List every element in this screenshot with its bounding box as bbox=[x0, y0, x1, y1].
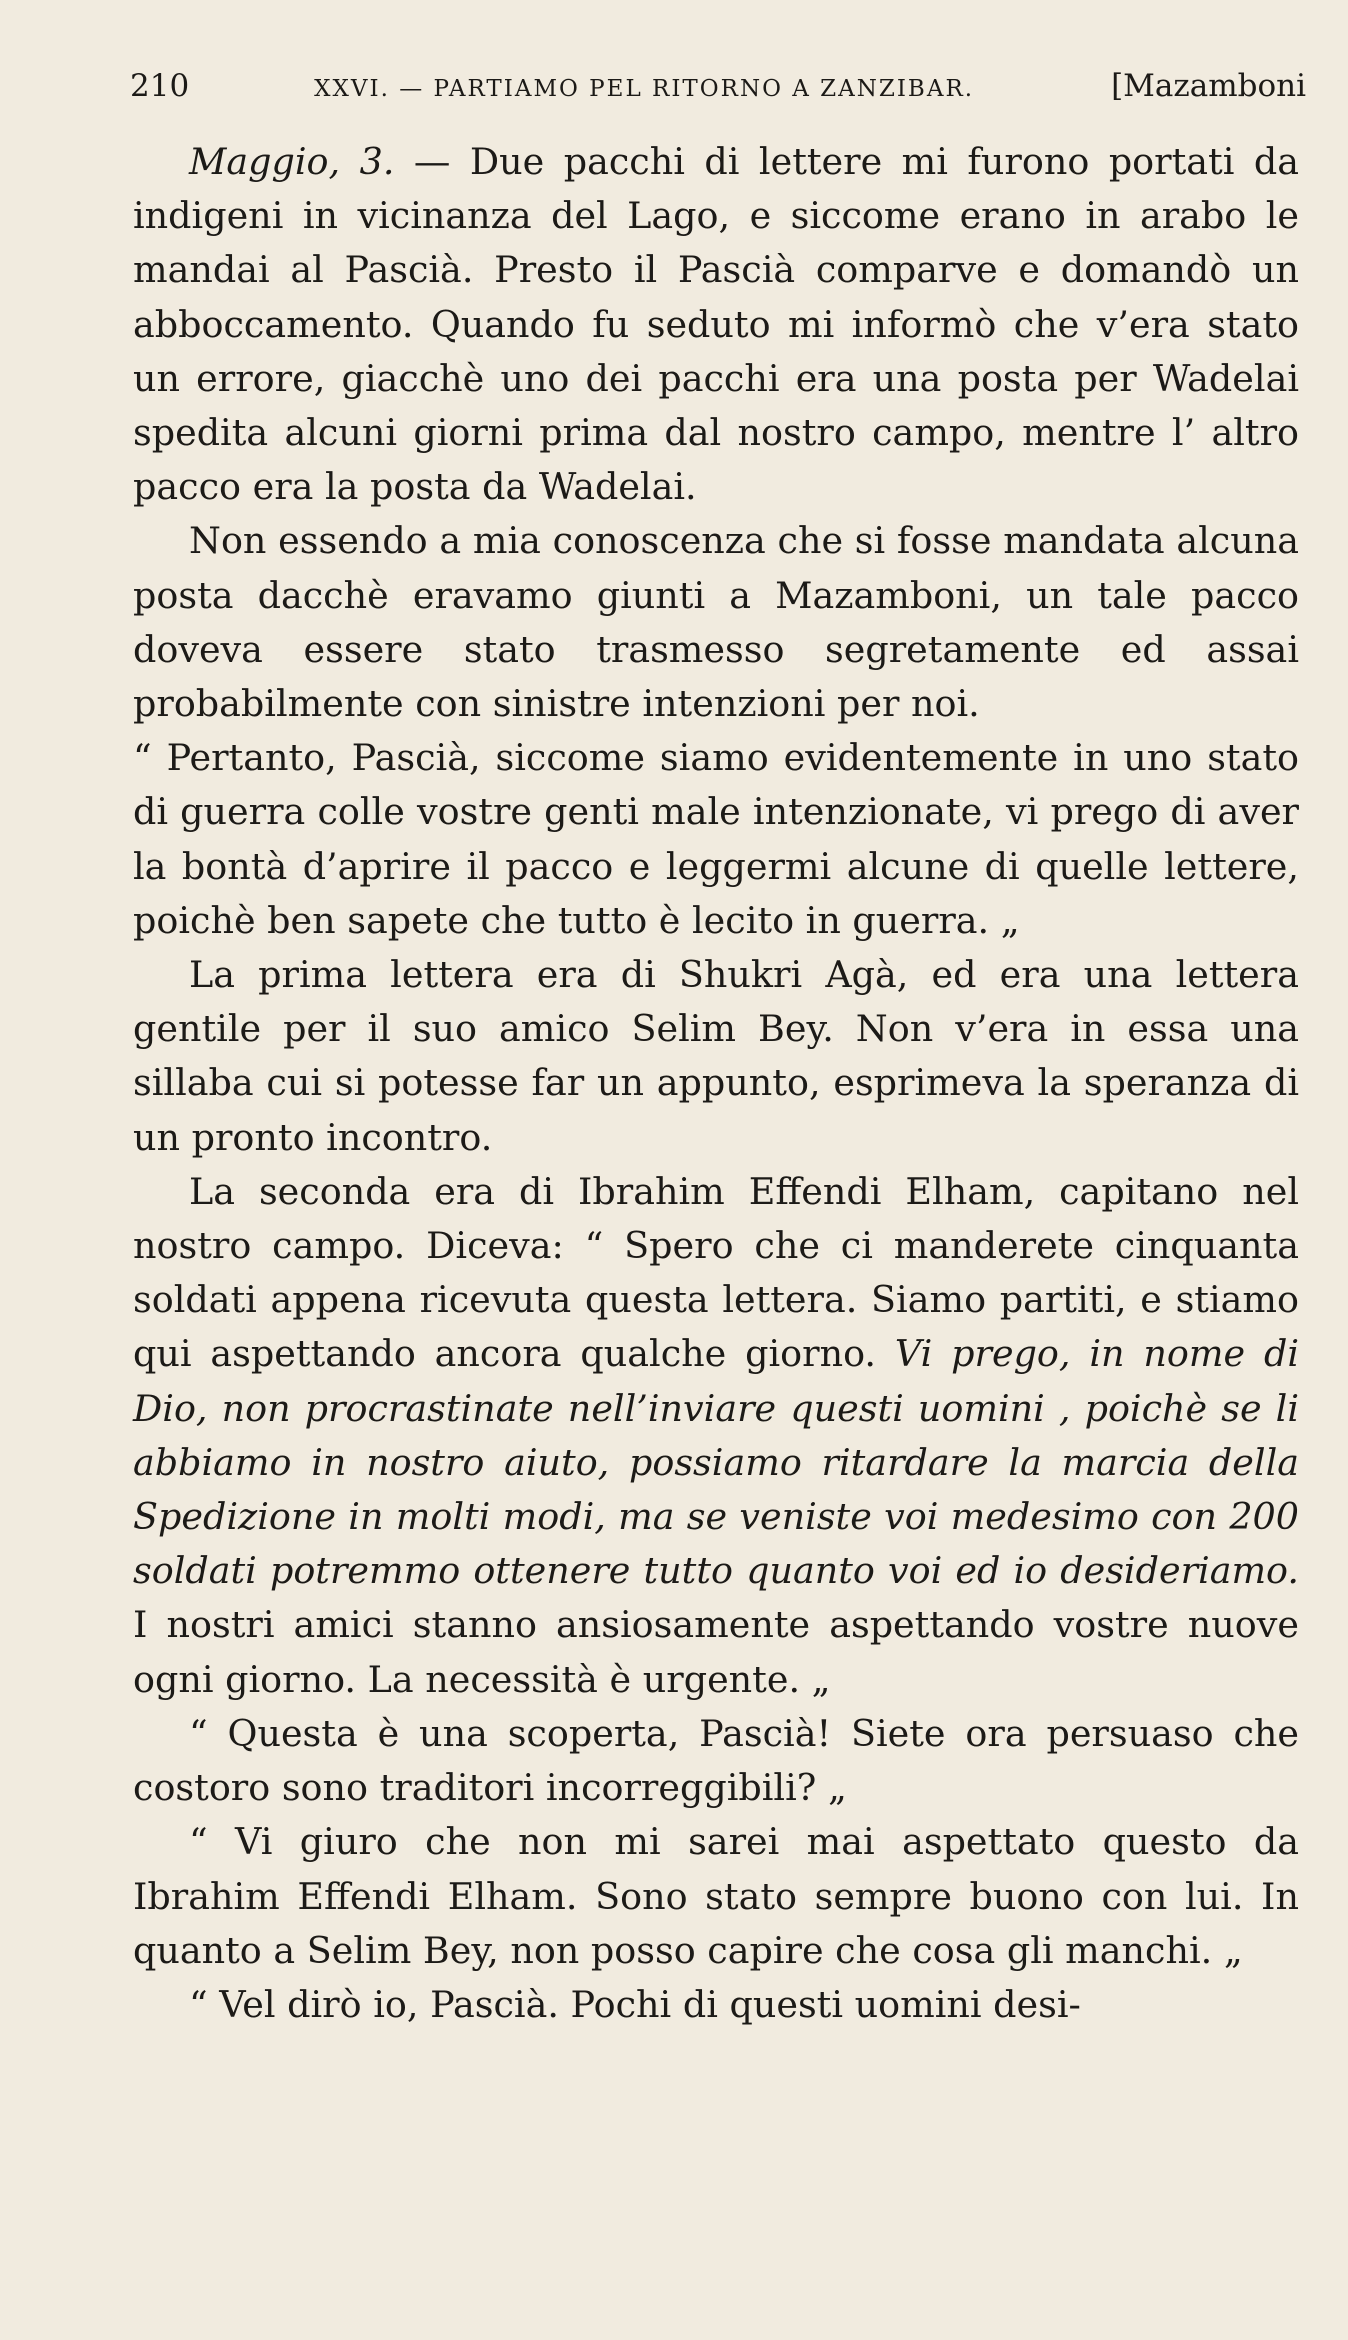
date-label: Maggio, 3. bbox=[189, 140, 395, 183]
running-author: [Mazamboni bbox=[1111, 68, 1306, 104]
paragraph-7: “ Vi giuro che non mi sarei mai aspettato questo da Ibrahim Effendi Elham. Sono stato sempre buono con lui. In quanto a Selim Bey, non posso capire che cosa gli manchi. „ bbox=[133, 1820, 1299, 1972]
page-number: 210 bbox=[130, 68, 190, 104]
paragraph-1 bbox=[133, 135, 1299, 514]
paragraph-3: “ Pertanto, Pascià, siccome siamo evidentemente in uno stato di guerra colle vostre genti male intenzionate, vi prego di aver la bontà d’aprire il pacco e leggermi alcune di quelle lettere, poichè ben sapete che tutto è lecito in guerra. „ bbox=[133, 736, 1299, 942]
page-header bbox=[130, 68, 1306, 118]
paragraph-5 bbox=[133, 1165, 1299, 1707]
paragraph-4: La prima lettera era di Shukri Agà, ed era una lettera gentile per il suo amico Selim Bey. Non v’era in essa una sillaba cui si potesse far un appunto, esprimeva la speranza di un pronto incontro. bbox=[133, 953, 1299, 1159]
paragraph-text: La seconda era di Ibrahim Effendi Elham, capitano nel nostro campo. Diceva: “ Spero che ci manderete cinquanta soldati appena ricevuta questa lettera. Siamo partiti, e stiamo qui aspettando ancora qualche giorno. bbox=[133, 1169, 1299, 1376]
paragraph-6: “ Questa è una scoperta, Pascià! Siete ora persuaso che costoro sono traditori incorreggibili? „ bbox=[133, 1711, 1299, 1810]
italic-quote: Vi prego, in nome di Dio, non procrastinate nell’inviare questi uomini , poichè se li abbiamo in nostro aiuto, possiamo ritardare la marcia della Spedizione in molti modi, ma se veniste voi medesimo con 200 soldati potremmo ottenere tutto quanto voi ed io desideriamo. bbox=[133, 1332, 1299, 1593]
running-title: XXVI. — PARTIAMO PEL RITORNO A ZANZIBAR. bbox=[314, 76, 975, 102]
paragraph-2: Non essendo a mia conoscenza che si fosse mandata alcuna posta dacchè eravamo giunti a Mazamboni, un tale pacco doveva essere stato trasmesso segretamente ed assai probabilmente con sinistre intenzioni per noi. bbox=[133, 519, 1299, 726]
paragraph-text: I nostri amici stanno ansiosamente aspettando vostre nuove ogni giorno. La necessità è urgente. „ bbox=[133, 1603, 1299, 1701]
paragraph-text: — Due pacchi di lettere mi furono portati da indigeni in vicinanza del Lago, e siccome erano in arabo le mandai al Pascià. Presto il Pascià comparve e domandò un abboccamento. Quando fu seduto mi informò che v’era stato un errore, giacchè uno dei pacchi era una posta per Wadelai spedita alcuni giorni prima dal nostro campo, mentre l’ altro pacco era la posta da Wadelai. bbox=[133, 140, 1299, 509]
body-text bbox=[133, 135, 1299, 2032]
paragraph-8: “ Vel dirò io, Pascià. Pochi di questi uomini desi- bbox=[189, 1982, 1081, 2026]
